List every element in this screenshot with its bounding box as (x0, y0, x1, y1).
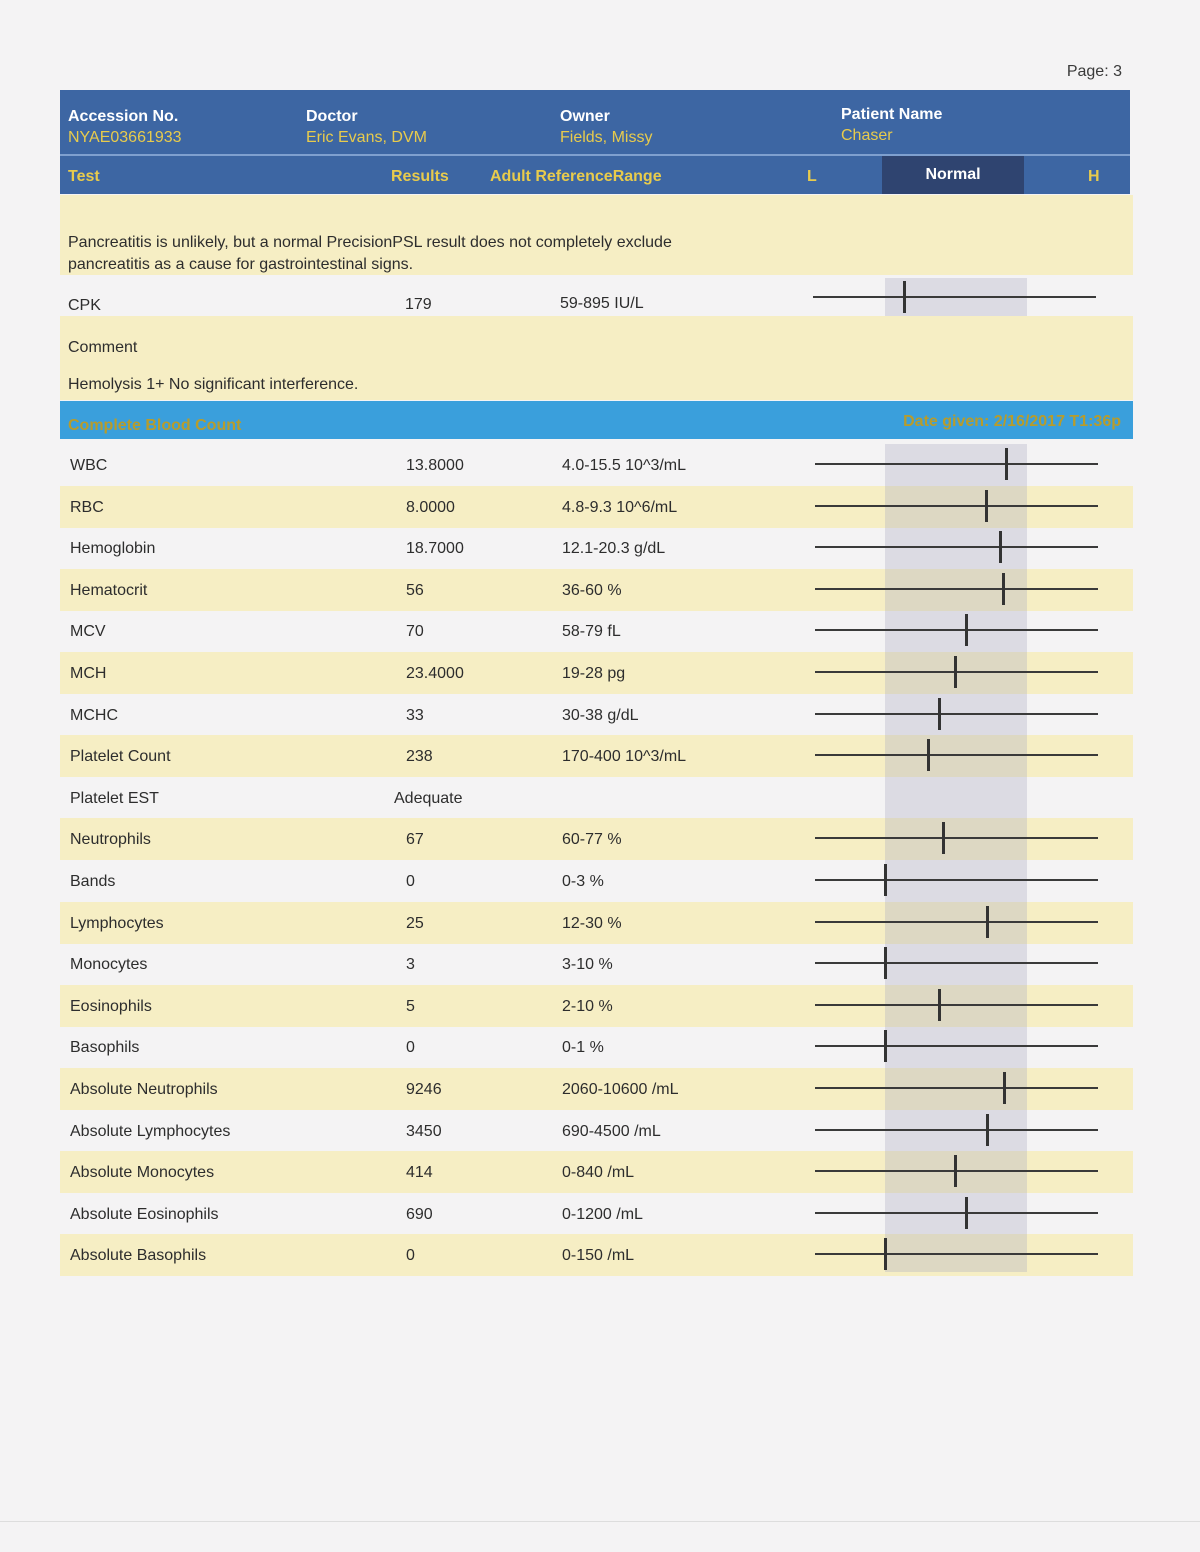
cbc-date-given: Date given: 2/16/2017 T1:36p (903, 413, 1121, 430)
cbc-normal-band (885, 444, 1027, 1272)
result-value: 23.4000 (406, 665, 464, 682)
range-scale-line (815, 713, 1098, 715)
result-test-name: WBC (70, 457, 108, 474)
cpk-result: 179 (405, 296, 432, 313)
result-value: 5 (406, 998, 415, 1015)
result-test-name: MCHC (70, 707, 118, 724)
result-reference-range: 0-150 /mL (562, 1247, 635, 1264)
result-value: Adequate (394, 790, 463, 807)
result-marker (938, 989, 941, 1021)
result-test-name: Absolute Eosinophils (70, 1206, 219, 1223)
result-reference-range: 58-79 fL (562, 623, 621, 640)
cpk-test: CPK (68, 297, 101, 314)
result-marker (1002, 573, 1005, 605)
result-reference-range: 0-3 % (562, 873, 604, 890)
result-reference-range: 0-1200 /mL (562, 1206, 643, 1223)
result-marker (965, 1197, 968, 1229)
result-test-name: Bands (70, 873, 116, 890)
range-scale-line (815, 837, 1098, 839)
range-scale-line (815, 1045, 1098, 1047)
result-test-name: Platelet EST (70, 790, 159, 807)
range-scale-line (815, 962, 1098, 964)
range-scale-line (815, 505, 1098, 507)
range-scale-line (815, 546, 1098, 548)
result-reference-range: 12.1-20.3 g/dL (562, 540, 666, 557)
page-number-value: 3 (1113, 63, 1122, 80)
result-marker (884, 1238, 887, 1270)
result-value: 0 (406, 873, 415, 890)
result-test-name: Neutrophils (70, 831, 151, 848)
pancreatitis-note-line1: Pancreatitis is unlikely, but a normal PrecisionPSL result does not completely exclude (68, 234, 672, 251)
col-results: Results (391, 168, 449, 185)
range-scale-line (815, 1004, 1098, 1006)
range-scale-line (815, 629, 1098, 631)
result-test-name: Hematocrit (70, 582, 148, 599)
result-reference-range: 30-38 g/dL (562, 707, 639, 724)
cbc-title: Complete Blood Count (68, 417, 242, 434)
result-test-name: Eosinophils (70, 998, 152, 1015)
range-scale-line (815, 1087, 1098, 1089)
result-marker (927, 739, 930, 771)
result-test-name: Absolute Lymphocytes (70, 1123, 231, 1140)
range-scale-line (815, 588, 1098, 590)
owner-label: Owner (560, 108, 610, 125)
result-marker (1003, 1072, 1006, 1104)
range-scale-line (815, 921, 1098, 923)
result-marker (954, 1155, 957, 1187)
result-value: 8.0000 (406, 499, 455, 516)
pancreatitis-note-line2: pancreatitis as a cause for gastrointestinal signs. (68, 256, 414, 273)
patient-cell (841, 106, 942, 145)
result-reference-range: 0-840 /mL (562, 1164, 635, 1181)
result-reference-range: 2-10 % (562, 998, 613, 1015)
page-number-label: Page: (1066, 63, 1109, 80)
col-low: L (807, 168, 817, 185)
result-value: 414 (406, 1164, 433, 1181)
result-marker (954, 656, 957, 688)
result-reference-range: 0-1 % (562, 1039, 604, 1056)
accession-cell (68, 108, 182, 147)
col-reference-range: Adult ReferenceRange (490, 168, 662, 185)
cbc-section-header (60, 401, 1133, 439)
patient-label: Patient Name (841, 106, 943, 123)
patient-value: Chaser (841, 127, 893, 144)
result-value: 67 (406, 831, 424, 848)
comment-label: Comment (68, 339, 138, 356)
result-test-name: Absolute Monocytes (70, 1164, 215, 1181)
column-headers (60, 156, 1130, 194)
result-reference-range: 4.0-15.5 10^3/mL (562, 457, 687, 474)
range-scale-line (815, 1129, 1098, 1131)
result-marker (965, 614, 968, 646)
result-marker (986, 906, 989, 938)
result-value: 3 (406, 956, 415, 973)
result-reference-range: 60-77 % (562, 831, 622, 848)
pancreatitis-note (60, 195, 1133, 275)
result-reference-range: 4.8-9.3 10^6/mL (562, 499, 678, 516)
result-marker (999, 531, 1002, 563)
result-marker (938, 698, 941, 730)
result-test-name: Monocytes (70, 956, 148, 973)
result-value: 56 (406, 582, 424, 599)
result-reference-range: 12-30 % (562, 915, 622, 932)
range-scale-line (815, 1253, 1098, 1255)
result-marker (884, 1030, 887, 1062)
result-marker (1005, 448, 1008, 480)
col-normal: Normal (882, 156, 1024, 194)
comment-block (60, 316, 1133, 400)
accession-label: Accession No. (68, 108, 179, 125)
owner-value: Fields, Missy (560, 129, 653, 146)
result-value: 690 (406, 1206, 433, 1223)
result-value: 0 (406, 1247, 415, 1264)
col-test: Test (68, 168, 100, 185)
result-marker (884, 864, 887, 896)
result-reference-range: 170-400 10^3/mL (562, 748, 687, 765)
owner-cell (560, 108, 652, 147)
result-reference-range: 36-60 % (562, 582, 622, 599)
result-value: 9246 (406, 1081, 442, 1098)
result-value: 238 (406, 748, 433, 765)
result-test-name: MCH (70, 665, 107, 682)
result-test-name: Absolute Neutrophils (70, 1081, 218, 1098)
report-header (60, 90, 1130, 194)
doctor-label: Doctor (306, 108, 358, 125)
result-value: 3450 (406, 1123, 442, 1140)
range-scale-line (815, 879, 1098, 881)
result-value: 25 (406, 915, 424, 932)
page-bottom-edge (0, 1521, 1200, 1522)
result-value: 13.8000 (406, 457, 464, 474)
range-scale-line (815, 1212, 1098, 1214)
result-marker (985, 490, 988, 522)
range-scale-line (815, 754, 1098, 756)
result-value: 33 (406, 707, 424, 724)
result-test-name: RBC (70, 499, 104, 516)
cpk-range: 59-895 IU/L (560, 295, 644, 312)
result-reference-range: 19-28 pg (562, 665, 626, 682)
range-scale-line (813, 296, 1096, 298)
result-marker (986, 1114, 989, 1146)
result-test-name: Hemoglobin (70, 540, 156, 557)
accession-value: NYAE03661933 (68, 129, 182, 146)
result-test-name: Platelet Count (70, 748, 171, 765)
result-reference-range: 690-4500 /mL (562, 1123, 661, 1140)
result-reference-range: 3-10 % (562, 956, 613, 973)
result-test-name: Lymphocytes (70, 915, 164, 932)
result-value: 70 (406, 623, 424, 640)
result-marker (903, 281, 906, 313)
doctor-cell (306, 108, 427, 147)
comment-text: Hemolysis 1+ No significant interference. (68, 376, 359, 393)
result-marker (884, 947, 887, 979)
result-value: 18.7000 (406, 540, 464, 557)
result-reference-range: 2060-10600 /mL (562, 1081, 679, 1098)
range-scale-line (815, 463, 1098, 465)
result-test-name: Basophils (70, 1039, 140, 1056)
page-number (1067, 63, 1122, 81)
doctor-value: Eric Evans, DVM (306, 129, 427, 146)
result-value: 0 (406, 1039, 415, 1056)
result-marker (942, 822, 945, 854)
result-test-name: Absolute Basophils (70, 1247, 207, 1264)
result-test-name: MCV (70, 623, 106, 640)
col-high: H (1088, 168, 1100, 185)
